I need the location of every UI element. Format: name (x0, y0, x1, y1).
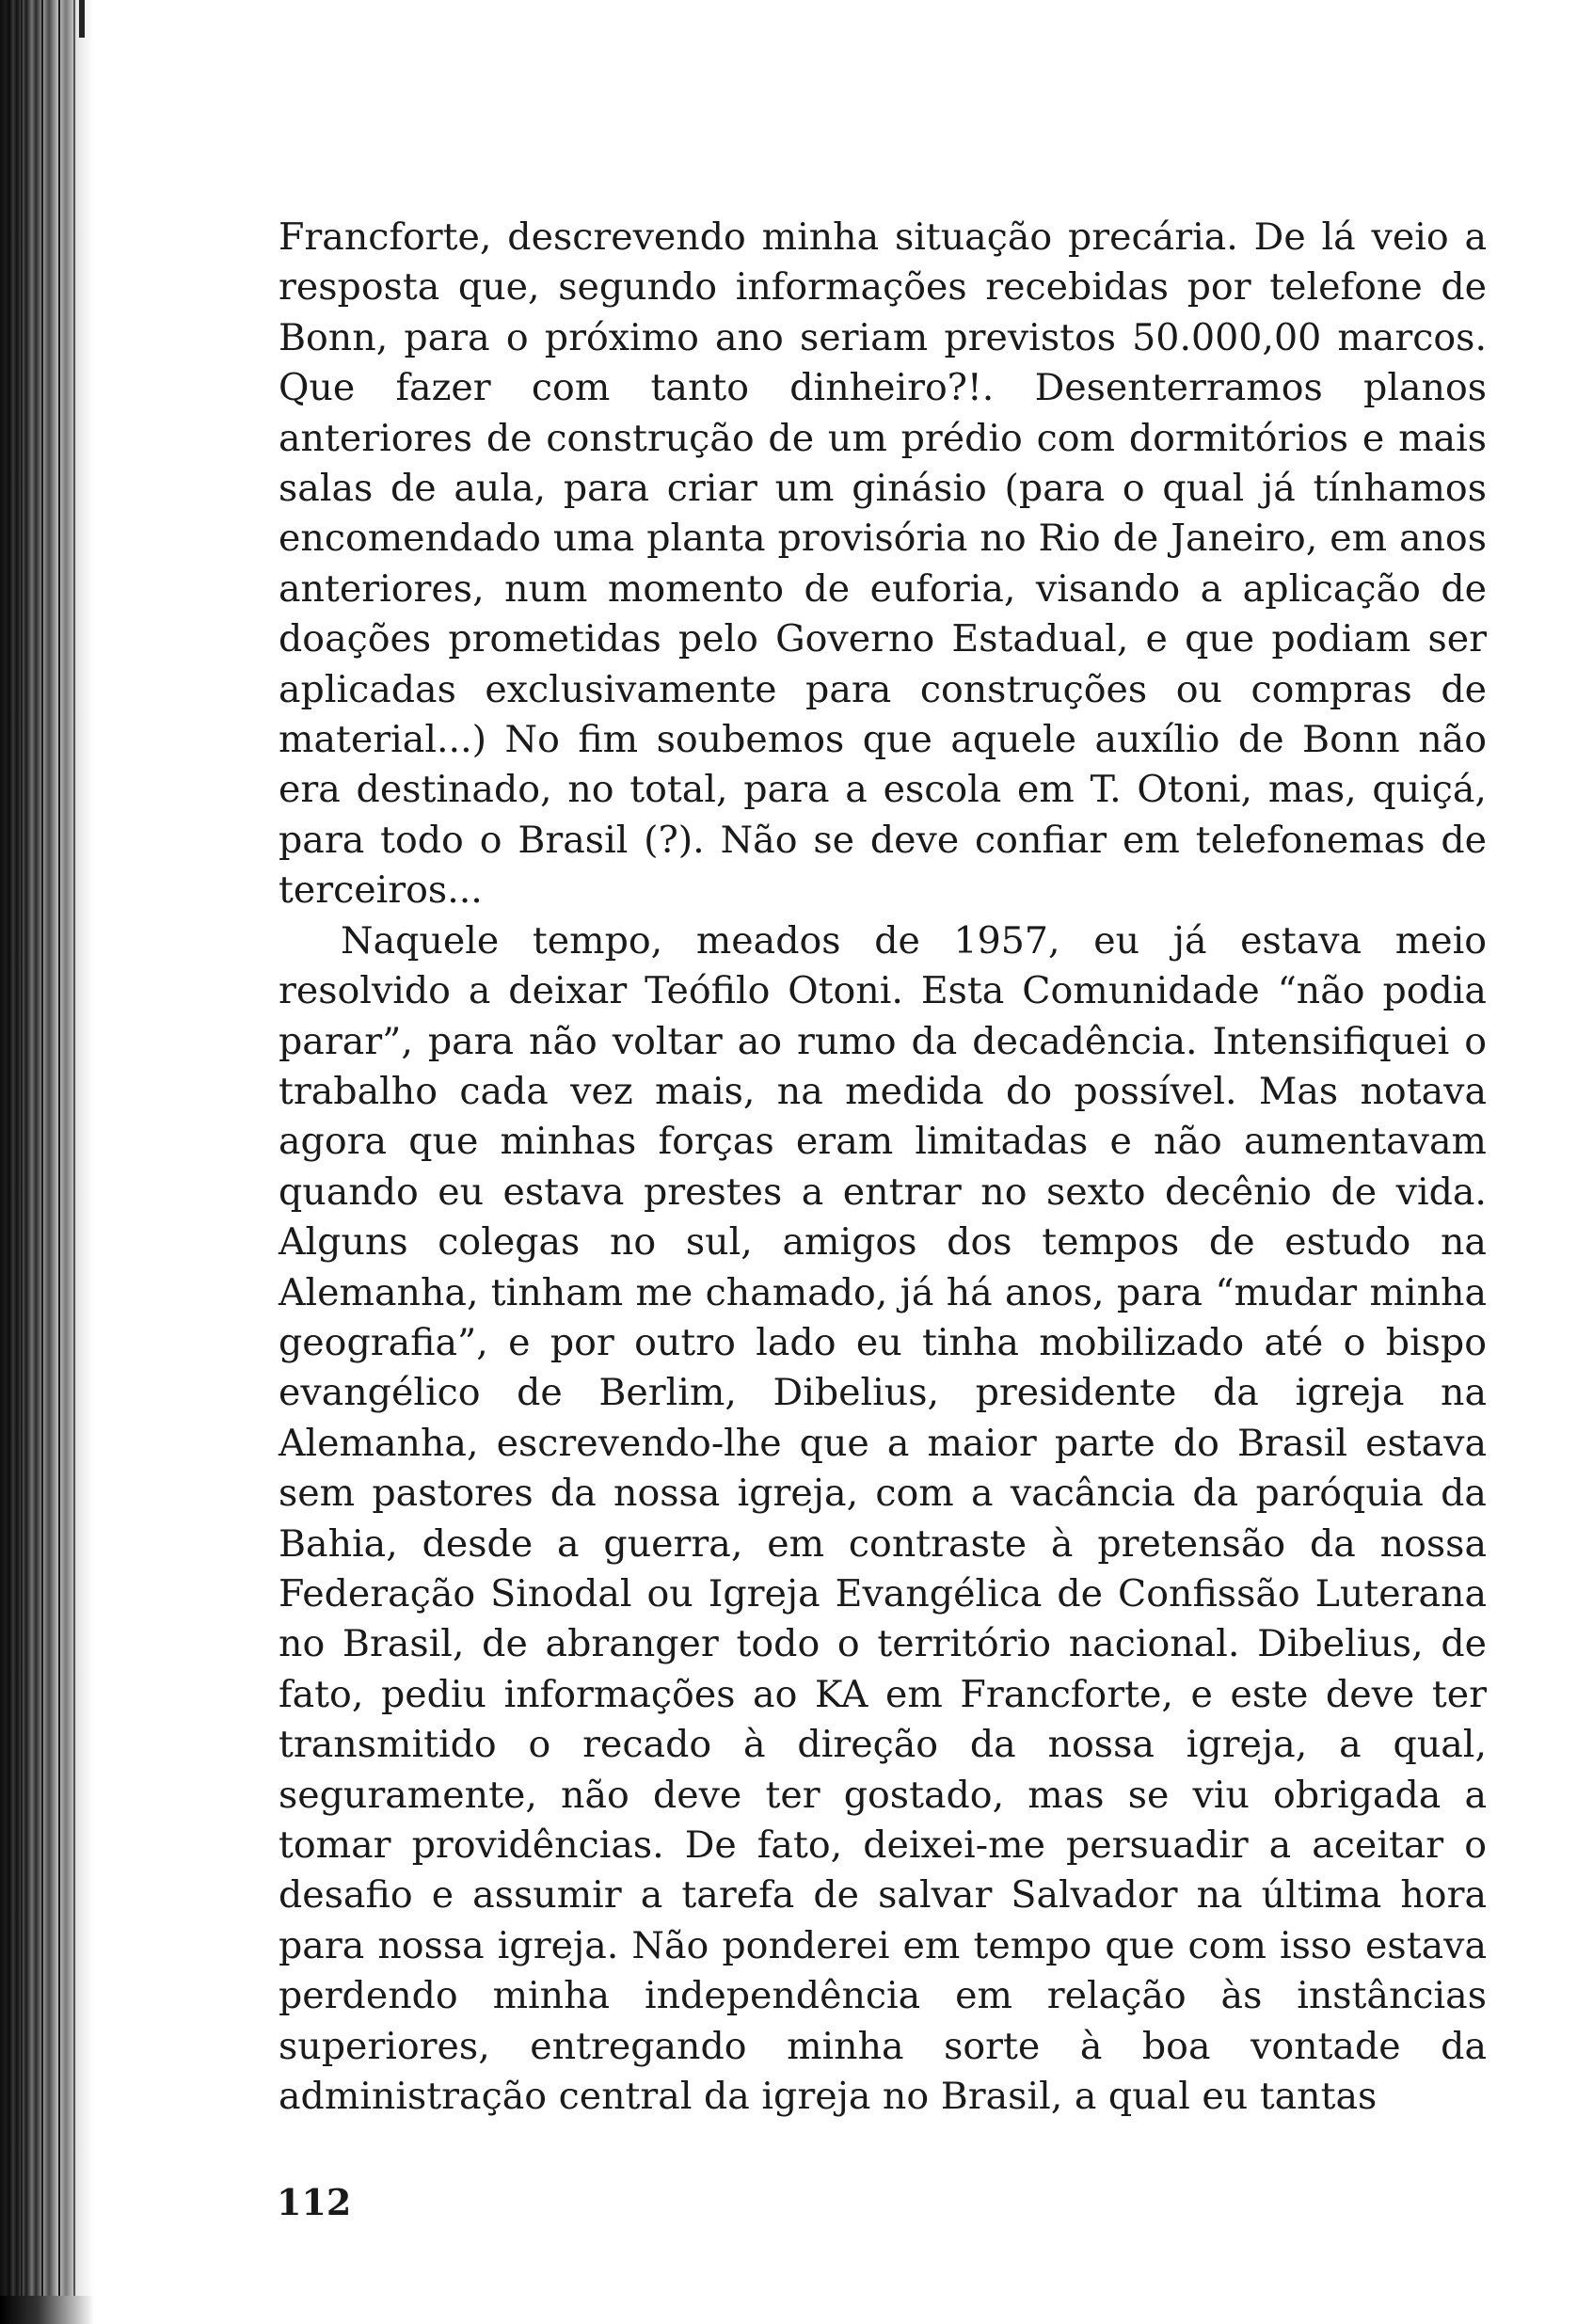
body-text (279, 213, 1487, 2122)
scan-mark (0, 2296, 94, 2324)
binding-line (73, 0, 75, 2324)
binding-line (41, 0, 43, 2324)
binding-line (58, 0, 60, 2324)
book-binding-edge (0, 0, 94, 2324)
paragraph-2: Naquele tempo, meados de 1957, eu já estava meio resolvido a deixar Teófilo Otoni. Esta Comunidade “não podia parar”, para não voltar ao rumo da decadência. Intensifiquei o trabalho cada vez mais, na medida do possível. Mas notava agora que minhas forças eram limitadas e não aumentavam quando eu estava prestes a entrar no sexto decênio de vida. Alguns colegas no sul, amigos dos tempos de estudo na Alemanha, tinham me chamado, já há anos, para “mudar minha geografia”, e por outro lado eu tinha mobilizado até o bispo evangélico de Berlim, Dibelius, presidente da igreja na Alemanha, escrevendo-lhe que a maior parte do Brasil estava sem pastores da nossa igreja, com a vacância da paróquia da Bahia, desde a guerra, em contraste à pretensão da nossa Federação Sinodal ou Igreja Evangélica de Confissão Luterana no Brasil, de abranger todo o território nacional. Dibelius, de fato, pediu informações ao KA em Francforte, e este deve ter transmitido o recado à direção da nossa igreja, a qual, seguramente, não deve ter gostado, mas se viu obrigada a tomar providências. De fato, deixei-me persuadir a aceitar o desafio e assumir a tarefa de salvar Salvador na última hora para nossa igreja. Não ponderei em tempo que com isso estava perdendo minha independência em relação às instâncias superiores, entregando minha sorte à boa vontade da administração central da igreja no Brasil, a qual eu tantas (279, 918, 1487, 2119)
page-number: 112 (277, 2181, 352, 2223)
binding-line (21, 0, 23, 2324)
scan-mark (79, 0, 85, 38)
paragraph-1: Francforte, descrevendo minha situação precária. De lá veio a resposta que, segundo informações recebidas por telefone de Bonn, para o próximo ano seriam previstos 50.000,00 marcos. Que fazer com tanto dinheiro?!. Desenterramos planos anteriores de construção de um prédio com dormitórios e mais salas de aula, para criar um ginásio (para o qual já tínhamos encomendado uma planta provisória no Rio de Janeiro, em anos anteriores, num momento de euforia, visando a aplicação de doações prometidas pelo Governo Estadual, e que podiam ser aplicadas exclusivamente para construções ou compras de material...) No fim soubemos que aquele auxílio de Bonn não era destinado, no total, para a escola em T. Otoni, mas, quiçá, para todo o Brasil (?). Não se deve confiar em telefonemas de terceiros... (279, 215, 1487, 913)
